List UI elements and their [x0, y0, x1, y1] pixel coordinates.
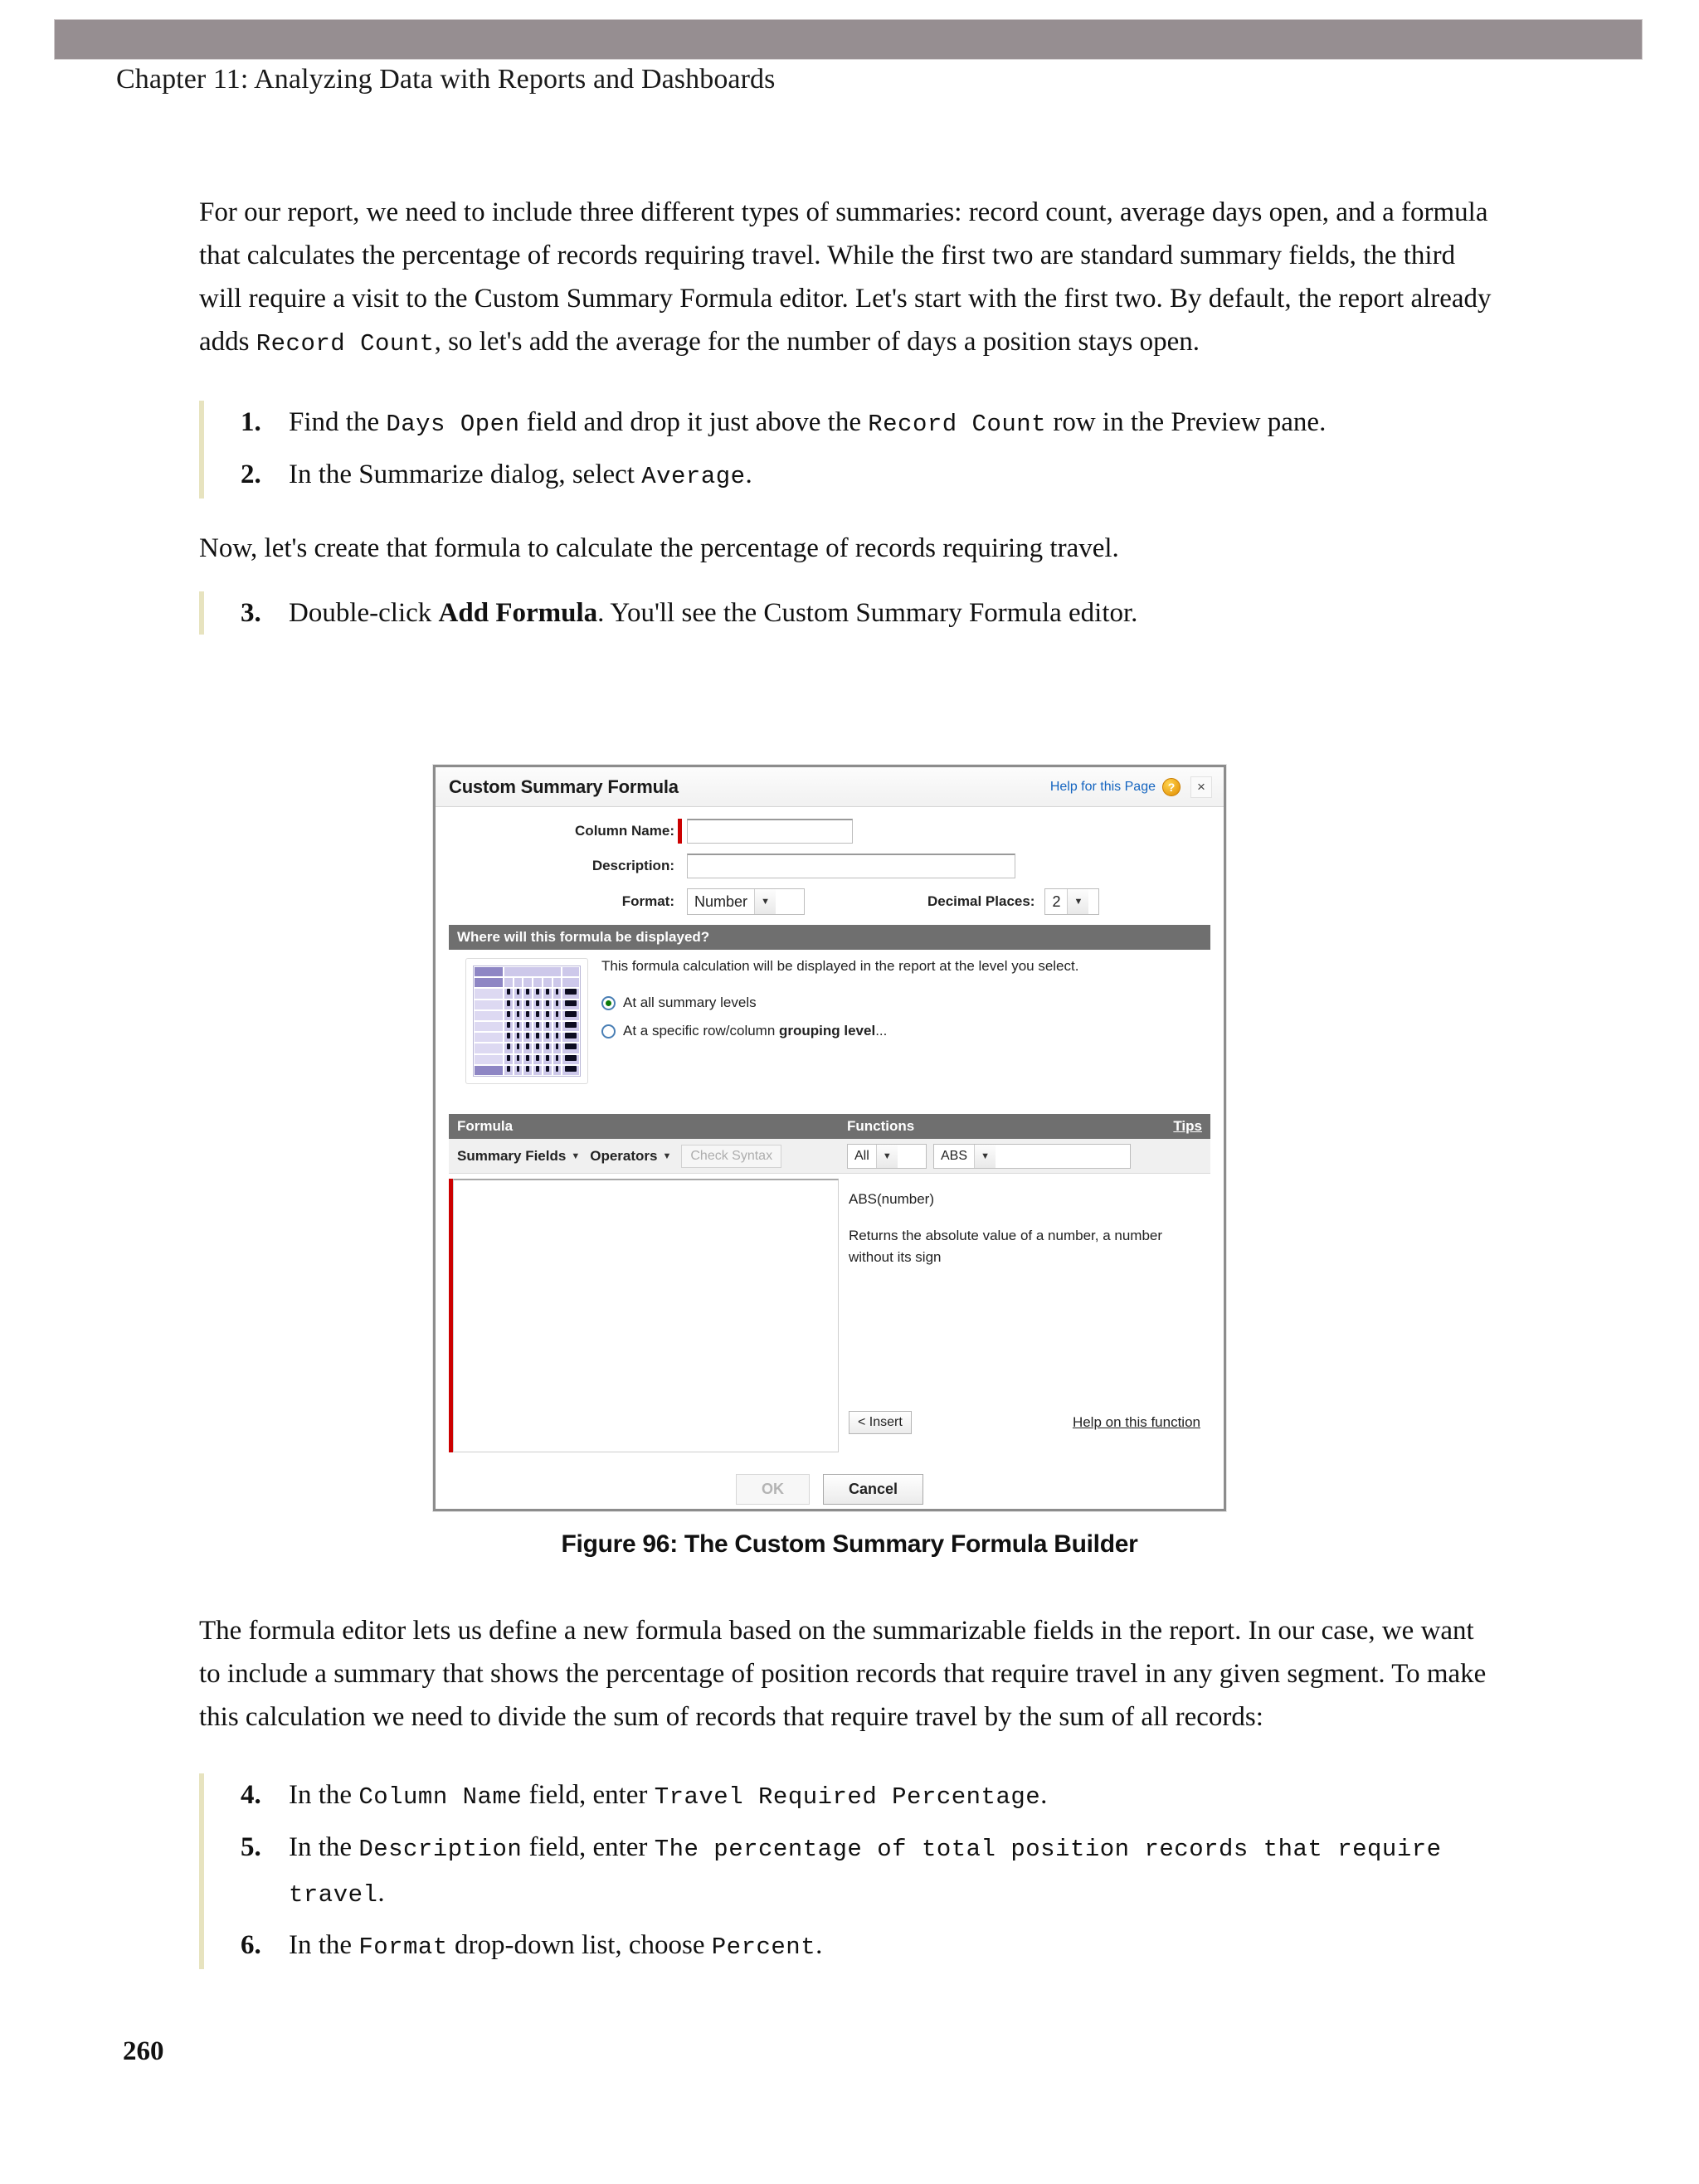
- step-code-record-count: Record Count: [868, 411, 1047, 438]
- functions-header-label: Functions: [847, 1118, 915, 1134]
- chevron-down-icon: ▼: [1067, 889, 1088, 914]
- radio-grouping-label-bold: grouping level: [779, 1023, 876, 1038]
- thumbnail-row: [474, 966, 580, 977]
- step-code-format: Format: [358, 1933, 448, 1961]
- step-code-column-name: Column Name: [358, 1783, 523, 1811]
- dialog-title: Custom Summary Formula: [449, 776, 679, 797]
- dialog-body: [436, 807, 1224, 1505]
- where-section-body: [449, 950, 1210, 1084]
- list-item: [241, 401, 1493, 446]
- help-for-this-page-link[interactable]: Help for this Page: [1049, 779, 1156, 794]
- format-row: [449, 888, 1210, 915]
- step-code-average: Average: [641, 463, 746, 490]
- chapter-title: Chapter 11: Analyzing Data with Reports and Dashboards: [116, 64, 776, 95]
- radio-grouping-label-plain: At a specific row/column: [623, 1023, 780, 1038]
- step-number: 5.: [241, 1832, 261, 1862]
- step-number: 4.: [241, 1780, 261, 1810]
- formula-left-pane: [449, 1139, 839, 1452]
- ok-button[interactable]: OK: [736, 1474, 810, 1505]
- dialog-titlebar: [436, 767, 1224, 807]
- radio-specific-grouping-level[interactable]: [601, 1023, 1205, 1039]
- intro-text-2: , so let's add the average for the number of days a position stays open.: [434, 327, 1200, 357]
- step-text-2: field and drop it just above the: [519, 407, 869, 437]
- where-options: [588, 958, 1205, 1084]
- thumbnail-row: [474, 1032, 580, 1043]
- chevron-down-icon[interactable]: ▼: [662, 1150, 672, 1161]
- step-number: 2.: [241, 460, 261, 489]
- where-section-header: Where will this formula be displayed?: [449, 925, 1210, 950]
- step-text-2: . You'll see the Custom Summary Formula editor.: [597, 598, 1138, 628]
- step-text-1: Double-click: [289, 598, 439, 628]
- step-text-2: field, enter: [522, 1832, 655, 1862]
- thumbnail-row: [474, 1054, 580, 1065]
- step-text-2: drop-down list, choose: [447, 1930, 712, 1960]
- radio-selected-icon: [601, 996, 616, 1010]
- step-text-1: In the: [289, 1930, 359, 1960]
- figure-custom-summary-formula: [433, 765, 1226, 1511]
- steps-list-c: [199, 1773, 1493, 1969]
- function-signature: ABS(number): [849, 1191, 934, 1207]
- radio-all-summary-levels-label: At all summary levels: [623, 995, 757, 1010]
- decimal-places-select-value: 2: [1052, 893, 1061, 910]
- where-note-text: This formula calculation will be displayed in the report at the level you select.: [601, 958, 1079, 974]
- intro-paragraph: [199, 191, 1493, 366]
- function-category-select[interactable]: [847, 1144, 927, 1169]
- help-badge-icon[interactable]: ?: [1162, 778, 1181, 796]
- functions-toolbar: [839, 1139, 1210, 1174]
- step-text-3: .: [815, 1930, 823, 1960]
- report-layout-thumbnail-icon: [465, 958, 588, 1084]
- decimal-places-select[interactable]: [1044, 888, 1099, 915]
- list-item: [241, 1773, 1493, 1819]
- description-label: Description:: [591, 858, 674, 873]
- step-number: 1.: [241, 407, 261, 437]
- thumbnail-row: [474, 977, 580, 988]
- step-text-1: In the: [289, 1780, 359, 1810]
- function-select-value: ABS: [941, 1148, 968, 1163]
- after-figure-paragraph: The formula editor lets us define a new formula based on the summarizable fields in the report. In our case, we want to include a summary that shows the percentage of position records that require travel in any given segment. To make this calculation we need to divide the sum of records that require travel by the sum of all records:: [199, 1616, 1487, 1732]
- step-code-days-open: Days Open: [386, 411, 520, 438]
- thumbnail-row: [474, 1000, 580, 1010]
- step-code-percent: Percent: [711, 1933, 816, 1961]
- list-item: [241, 591, 1493, 635]
- format-select[interactable]: [687, 888, 805, 915]
- functions-pane: [839, 1139, 1210, 1452]
- step-text-3: .: [1040, 1780, 1048, 1810]
- step-text-2: field, enter: [522, 1780, 655, 1810]
- steps-list-a: [199, 401, 1493, 499]
- insert-button[interactable]: < Insert: [849, 1411, 912, 1434]
- formula-input-wrap: [449, 1174, 839, 1452]
- formula-header-label: Formula: [457, 1118, 514, 1134]
- check-syntax-button[interactable]: Check Syntax: [681, 1145, 781, 1168]
- radio-all-summary-levels[interactable]: [601, 995, 1205, 1011]
- step-code-travel-required-percentage: Travel Required Percentage: [654, 1783, 1041, 1811]
- custom-summary-formula-dialog: [433, 765, 1226, 1511]
- thumbnail-row: [474, 1065, 580, 1076]
- close-icon[interactable]: ×: [1190, 776, 1212, 798]
- intro-code-record-count: Record Count: [256, 330, 435, 358]
- list-item: [241, 1924, 1493, 1969]
- column-name-row: [449, 819, 1210, 844]
- figure-caption: Figure 96: The Custom Summary Formula Builder: [561, 1530, 1138, 1558]
- thumbnail-row: [474, 1043, 580, 1053]
- radio-unselected-icon: [601, 1024, 616, 1038]
- column-name-label: Column Name:: [575, 823, 674, 839]
- formula-textarea[interactable]: [453, 1179, 839, 1452]
- step-number: 3.: [241, 598, 261, 628]
- cancel-button[interactable]: Cancel: [823, 1474, 923, 1505]
- steps-list-b: [199, 591, 1493, 635]
- tips-link[interactable]: Tips: [1173, 1118, 1202, 1134]
- formula-area: [449, 1139, 1210, 1452]
- decimal-places-label: Decimal Places:: [927, 893, 1035, 909]
- step-bold-add-formula: Add Formula: [438, 598, 598, 628]
- page-header-bar: [54, 19, 1643, 60]
- formula-toolbar: [449, 1139, 839, 1174]
- step-code-description-value: The percentage of total position records that require travel: [289, 1836, 1442, 1909]
- lower-content: [199, 1609, 1493, 1976]
- function-select[interactable]: [933, 1144, 1131, 1169]
- list-item: [241, 1826, 1493, 1917]
- description-row: [449, 854, 1210, 878]
- step-text-1: In the Summarize dialog, select: [289, 460, 642, 489]
- step-code-description: Description: [358, 1836, 523, 1863]
- function-category-value: All: [854, 1148, 869, 1163]
- operators-menu[interactable]: Operators: [590, 1147, 658, 1164]
- thumbnail-row: [474, 1010, 580, 1021]
- radio-grouping-label-tail: ...: [875, 1023, 888, 1038]
- step-number: 6.: [241, 1930, 261, 1960]
- thumbnail-row: [474, 988, 580, 999]
- description-input[interactable]: [687, 854, 1015, 878]
- chevron-down-icon[interactable]: ▼: [571, 1150, 581, 1161]
- function-description: Returns the absolute value of a number, a number without its sign: [849, 1228, 1163, 1265]
- step-text-2: .: [745, 460, 752, 489]
- format-label: Format:: [621, 893, 674, 909]
- thumbnail-row: [474, 1021, 580, 1032]
- formula-section-header: [449, 1114, 1210, 1139]
- help-on-this-function-link[interactable]: Help on this function: [1072, 1414, 1200, 1430]
- step-text-1: In the: [289, 1832, 359, 1862]
- step-text-3: .: [377, 1878, 385, 1908]
- list-item: [241, 453, 1493, 499]
- required-marker-icon: [678, 819, 682, 844]
- chevron-down-icon: ▼: [974, 1145, 996, 1168]
- format-select-value: Number: [694, 893, 748, 910]
- intro-text-1: For our report, we need to include three different types of summaries: record count, average days open, and a formula that calculates the percentage of records requiring travel. While the first two are standard summary fields, the third will require a visit to the Custom Summary Formula editor. Let's start with the first two. By default, the report already adds: [199, 197, 1492, 357]
- functions-footer: [839, 1411, 1210, 1434]
- step-text-3: row in the Preview pane.: [1046, 407, 1327, 437]
- summary-fields-menu[interactable]: Summary Fields: [457, 1147, 567, 1164]
- step-text-1: Find the: [289, 407, 387, 437]
- dialog-footer: [449, 1452, 1210, 1505]
- chevron-down-icon: ▼: [876, 1145, 898, 1168]
- page-number: 260: [123, 2036, 164, 2066]
- mid-paragraph: Now, let's create that formula to calculate the percentage of records requiring travel.: [199, 533, 1119, 563]
- column-name-input[interactable]: [687, 819, 853, 844]
- upper-content: [199, 191, 1493, 641]
- thumbnail-grid: [473, 966, 581, 1077]
- chevron-down-icon: ▼: [754, 889, 776, 914]
